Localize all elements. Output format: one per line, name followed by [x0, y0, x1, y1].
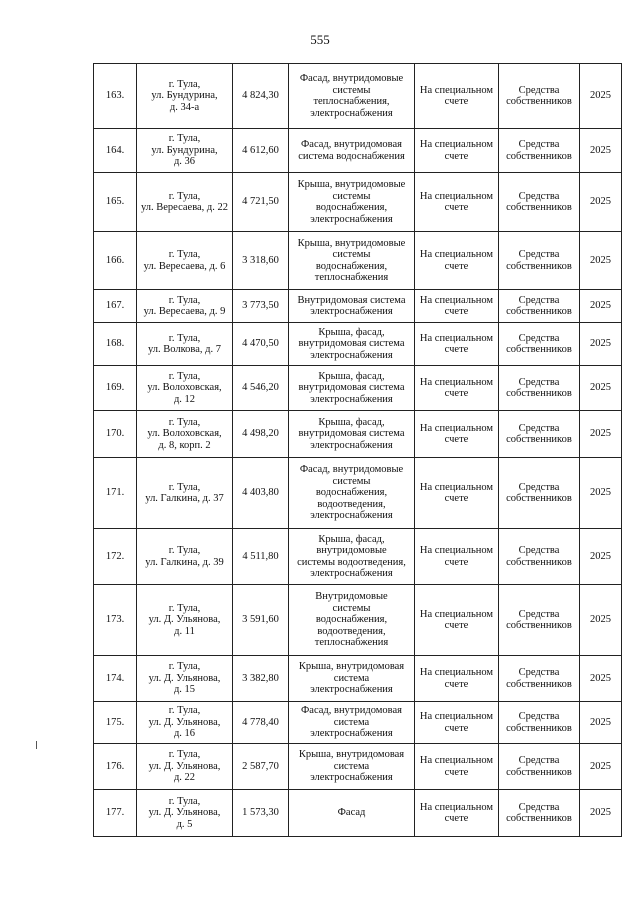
table-row	[94, 323, 622, 366]
account-cell: На специальном счете	[415, 366, 499, 411]
address-cell: г. Тула, ул. Волкова, д. 7	[137, 323, 233, 366]
works-cell: Крыша, внутридомовые системы водоснабжения, теплоснабжения	[289, 232, 415, 290]
area-cell: 4 470,50	[233, 323, 289, 366]
table-row	[94, 290, 622, 323]
address-cell: г. Тула, ул. Волоховская, д. 8, корп. 2	[137, 411, 233, 458]
row-number: 174.	[94, 656, 137, 702]
row-number: 163.	[94, 64, 137, 129]
works-cell: Фасад, внутридомовые системы теплоснабжения, электроснабжения	[289, 64, 415, 129]
account-cell: На специальном счете	[415, 290, 499, 323]
address-cell: г. Тула, ул. Д. Ульянова, д. 22	[137, 744, 233, 790]
year-cell: 2025	[580, 366, 622, 411]
area-cell: 4 824,30	[233, 64, 289, 129]
registry-table	[93, 63, 622, 837]
year-cell: 2025	[580, 790, 622, 837]
year-cell: 2025	[580, 64, 622, 129]
account-cell: На специальном счете	[415, 411, 499, 458]
funding-cell: Средства собственников	[499, 744, 580, 790]
row-number: 169.	[94, 366, 137, 411]
year-cell: 2025	[580, 744, 622, 790]
row-number: 165.	[94, 173, 137, 232]
funding-cell: Средства собственников	[499, 173, 580, 232]
table-row	[94, 458, 622, 529]
area-cell: 3 773,50	[233, 290, 289, 323]
funding-cell: Средства собственников	[499, 656, 580, 702]
funding-cell: Средства собственников	[499, 585, 580, 656]
address-cell: г. Тула, ул. Волоховская, д. 12	[137, 366, 233, 411]
funding-cell: Средства собственников	[499, 232, 580, 290]
funding-cell: Средства собственников	[499, 290, 580, 323]
account-cell: На специальном счете	[415, 790, 499, 837]
area-cell: 4 498,20	[233, 411, 289, 458]
scan-artifact-mark	[36, 741, 37, 749]
address-cell: г. Тула, ул. Галкина, д. 39	[137, 529, 233, 585]
table-row	[94, 129, 622, 173]
table-row	[94, 656, 622, 702]
year-cell: 2025	[580, 290, 622, 323]
area-cell: 2 587,70	[233, 744, 289, 790]
account-cell: На специальном счете	[415, 173, 499, 232]
funding-cell: Средства собственников	[499, 411, 580, 458]
area-cell: 4 612,60	[233, 129, 289, 173]
row-number: 173.	[94, 585, 137, 656]
year-cell: 2025	[580, 411, 622, 458]
account-cell: На специальном счете	[415, 702, 499, 744]
table-row	[94, 173, 622, 232]
address-cell: г. Тула, ул. Д. Ульянова, д. 11	[137, 585, 233, 656]
account-cell: На специальном счете	[415, 64, 499, 129]
funding-cell: Средства собственников	[499, 790, 580, 837]
row-number: 176.	[94, 744, 137, 790]
address-cell: г. Тула, ул. Вересаева, д. 9	[137, 290, 233, 323]
row-number: 164.	[94, 129, 137, 173]
registry-body	[94, 64, 622, 837]
works-cell: Крыша, фасад, внутридомовая система электроснабжения	[289, 411, 415, 458]
year-cell: 2025	[580, 129, 622, 173]
year-cell: 2025	[580, 702, 622, 744]
funding-cell: Средства собственников	[499, 129, 580, 173]
row-number: 167.	[94, 290, 137, 323]
table-row	[94, 366, 622, 411]
works-cell: Фасад	[289, 790, 415, 837]
funding-cell: Средства собственников	[499, 458, 580, 529]
year-cell: 2025	[580, 585, 622, 656]
address-cell: г. Тула, ул. Бундурина, д. 36	[137, 129, 233, 173]
table-row	[94, 529, 622, 585]
area-cell: 4 511,80	[233, 529, 289, 585]
works-cell: Фасад, внутридомовые системы водоснабжения, водоотведения, электроснабжения	[289, 458, 415, 529]
table-row	[94, 744, 622, 790]
account-cell: На специальном счете	[415, 232, 499, 290]
address-cell: г. Тула, ул. Вересаева, д. 22	[137, 173, 233, 232]
table-row	[94, 64, 622, 129]
area-cell: 4 403,80	[233, 458, 289, 529]
works-cell: Внутридомовая система электроснабжения	[289, 290, 415, 323]
year-cell: 2025	[580, 656, 622, 702]
row-number: 166.	[94, 232, 137, 290]
account-cell: На специальном счете	[415, 529, 499, 585]
works-cell: Крыша, внутридомовая система электроснабжения	[289, 744, 415, 790]
table-row	[94, 702, 622, 744]
address-cell: г. Тула, ул. Галкина, д. 37	[137, 458, 233, 529]
table-row	[94, 232, 622, 290]
funding-cell: Средства собственников	[499, 366, 580, 411]
works-cell: Крыша, фасад, внутридомовая система электроснабжения	[289, 366, 415, 411]
area-cell: 3 382,80	[233, 656, 289, 702]
address-cell: г. Тула, ул. Д. Ульянова, д. 5	[137, 790, 233, 837]
table-row	[94, 585, 622, 656]
table-row	[94, 411, 622, 458]
year-cell: 2025	[580, 458, 622, 529]
address-cell: г. Тула, ул. Вересаева, д. 6	[137, 232, 233, 290]
works-cell: Фасад, внутридомовая система водоснабжения	[289, 129, 415, 173]
address-cell: г. Тула, ул. Д. Ульянова, д. 15	[137, 656, 233, 702]
funding-cell: Средства собственников	[499, 529, 580, 585]
account-cell: На специальном счете	[415, 585, 499, 656]
works-cell: Внутридомовые системы водоснабжения, водоотведения, теплоснабжения	[289, 585, 415, 656]
year-cell: 2025	[580, 173, 622, 232]
year-cell: 2025	[580, 529, 622, 585]
row-number: 172.	[94, 529, 137, 585]
account-cell: На специальном счете	[415, 129, 499, 173]
area-cell: 3 591,60	[233, 585, 289, 656]
page-number: 555	[310, 32, 330, 47]
area-cell: 4 778,40	[233, 702, 289, 744]
funding-cell: Средства собственников	[499, 702, 580, 744]
area-cell: 4 721,50	[233, 173, 289, 232]
works-cell: Крыша, фасад, внутридомовые системы водоотведения, электроснабжения	[289, 529, 415, 585]
address-cell: г. Тула, ул. Д. Ульянова, д. 16	[137, 702, 233, 744]
area-cell: 3 318,60	[233, 232, 289, 290]
works-cell: Крыша, внутридомовая система электроснабжения	[289, 656, 415, 702]
table-row	[94, 790, 622, 837]
area-cell: 1 573,30	[233, 790, 289, 837]
address-cell: г. Тула, ул. Бундурина, д. 34-а	[137, 64, 233, 129]
funding-cell: Средства собственников	[499, 64, 580, 129]
account-cell: На специальном счете	[415, 323, 499, 366]
account-cell: На специальном счете	[415, 744, 499, 790]
row-number: 170.	[94, 411, 137, 458]
year-cell: 2025	[580, 232, 622, 290]
works-cell: Крыша, фасад, внутридомовая система электроснабжения	[289, 323, 415, 366]
funding-cell: Средства собственников	[499, 323, 580, 366]
row-number: 175.	[94, 702, 137, 744]
works-cell: Крыша, внутридомовые системы водоснабжения, электроснабжения	[289, 173, 415, 232]
row-number: 171.	[94, 458, 137, 529]
row-number: 168.	[94, 323, 137, 366]
area-cell: 4 546,20	[233, 366, 289, 411]
works-cell: Фасад, внутридомовая система электроснабжения	[289, 702, 415, 744]
year-cell: 2025	[580, 323, 622, 366]
account-cell: На специальном счете	[415, 458, 499, 529]
account-cell: На специальном счете	[415, 656, 499, 702]
row-number: 177.	[94, 790, 137, 837]
